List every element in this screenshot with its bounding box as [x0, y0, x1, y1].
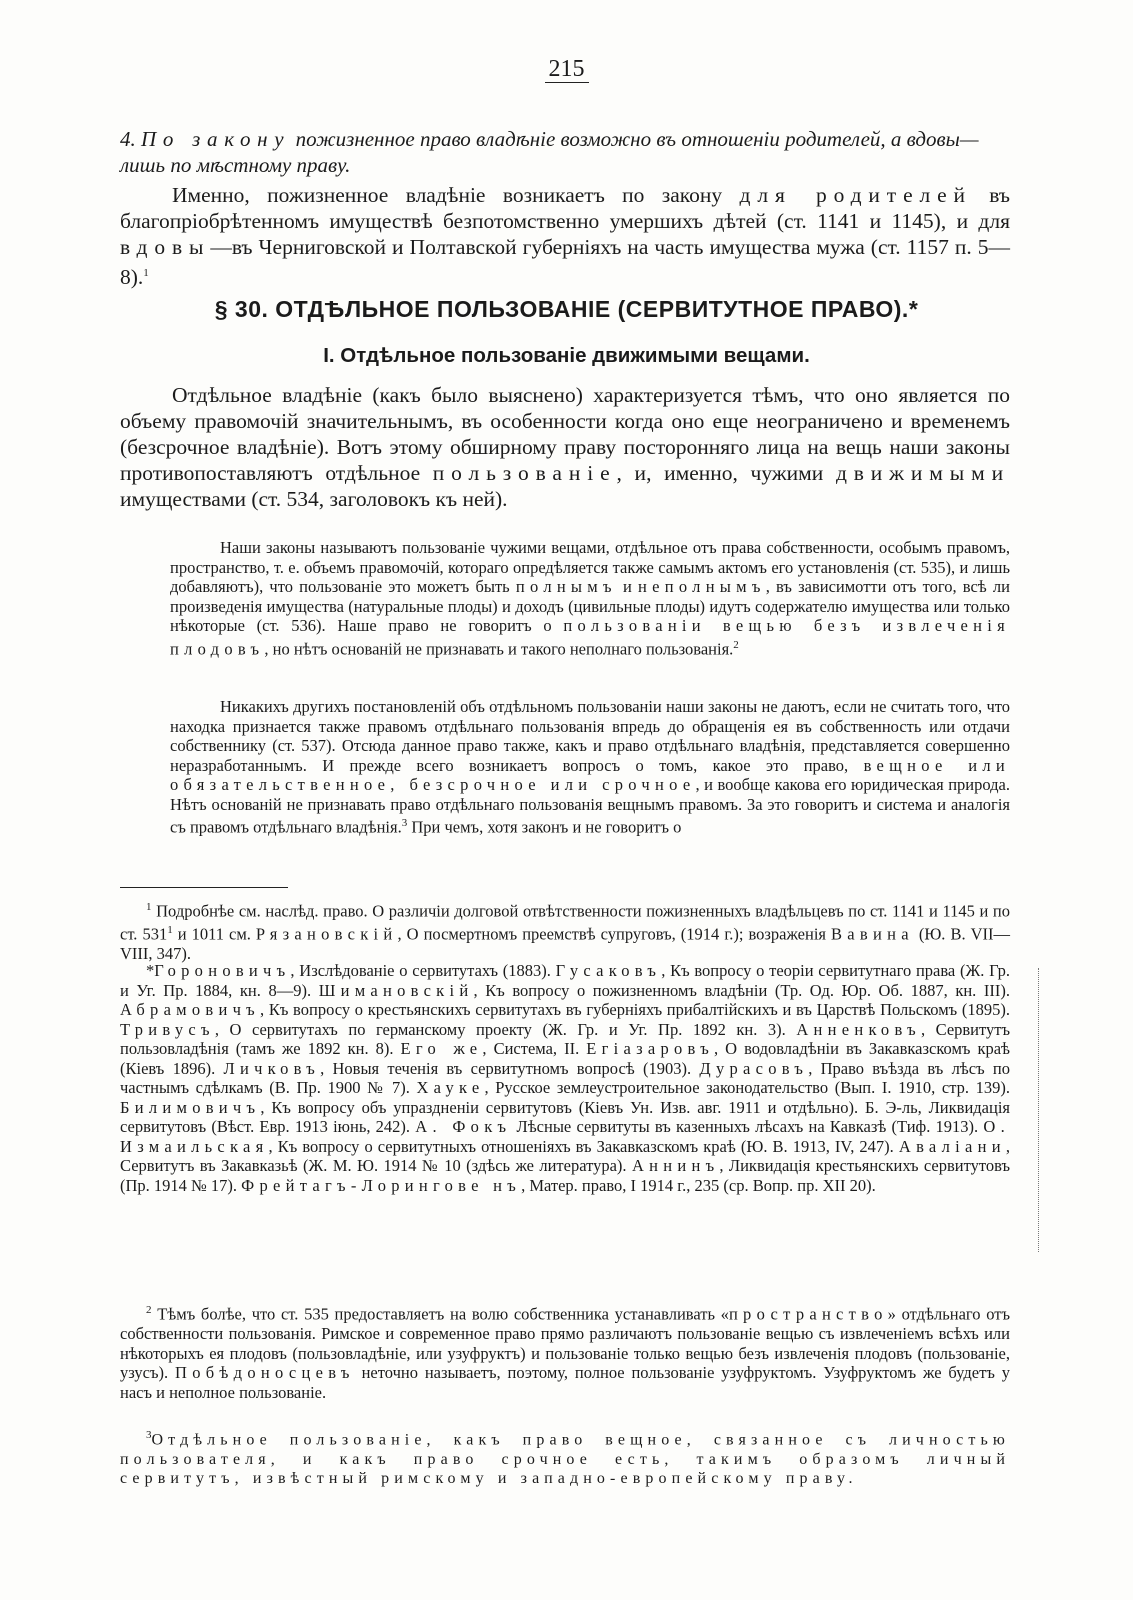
page-number: 215	[0, 56, 1133, 83]
paragraph-1: Именно, пожизненное владѣніе возникаетъ по закону для родителей въ благопріобрѣтенномъ имуществѣ безпотомственно умершихъ дѣтей (ст. 1141 и 1145), и для вдовы—въ Черниговской и Полтавской губерніяхъ на часть имущества мужа (ст. 1157 п. 5—8).$^1$	[120, 183, 1010, 290]
section-title: § 30. ОТДѢЛЬНОЕ ПОЛЬЗОВАНІЕ (СЕРВИТУТНОЕ ПРАВО).*	[214, 296, 919, 322]
lead-statement: 4. По закону пожизненное право владѣніе возможно въ отношеніи родителей, а вдовы—лишь по мѣстному праву.	[120, 127, 979, 177]
footnote-ref: 1	[143, 267, 149, 279]
subsection-title: I. Отдѣльное пользованіе движимыми вещами.	[323, 344, 810, 367]
footnote-1: $^1$ Подробнѣе см. наслѣд. право. О различіи долговой отвѣтственности пожизненныхъ владѣльцевъ по ст. 1141 и 1145 и по ст. $531^1$ и 1011 см. Рязановскій, О посмертномъ преемствѣ супруговъ, (1914 г.); возраженія Вавина (Ю. В. VII—VIII, 347).	[120, 901, 1010, 963]
paragraph-2: Отдѣльное владѣніе (какъ было выяснено) характеризуется тѣмъ, что оно является по объему правомочій значительнымъ, въ особенности когда оно еще неограничено и временемъ (безсрочное владѣніе). Вотъ этому обширному праву посторонняго лица на вещь наши законы противопоставляютъ отдѣльное пользованіе, и, именно, чужими движимыми имуществами (ст. 534, заголовокъ къ ней).	[120, 383, 1010, 511]
margin-pencil-mark	[1038, 968, 1041, 1252]
footnote-divider	[120, 887, 288, 888]
paragraph-3: Наши законы называютъ пользованіе чужими вещами, отдѣльное отъ права собственности, особымъ правомъ, пространство, т. е. объемъ правомочій, котораго опредѣляется также самымъ актомъ его установленія (ст. 535), и лишь добавляютъ), что пользованіе это можетъ быть полнымъ и неполнымъ, въ зависимотти отъ того, всѣ ли произведенія имущества (натуральные плоды) и доходъ (цивильные плоды) идутъ содержателю имущества или только нѣкоторые (ст. 536). Наше право не говоритъ о пользованіи вещью безъ извлеченія плодовъ, но нѣтъ основаній не признавать и такого неполнаго пользованія.$^2$	[170, 538, 1010, 658]
paragraph-4: Никакихъ другихъ постановленій объ отдѣльномъ пользованіи наши законы не даютъ, если не считать того, что находка признается также правомъ отдѣльнаго пользованія впредь до обращенія ея въ собственность или отдачи собственнику (ст. 537). Отсюда данное право также, какъ и право отдѣльнаго владѣнія, представляется совершенно неразработаннымъ. И прежде всего возникаетъ вопросъ о томъ, какое это право, вещное или обязательственное, безсрочное или срочное, и вообще какова его юридическая природа. Нѣтъ основаній не признавать право отдѣльнаго пользованія вещнымъ правомъ. За это говоритъ и система и аналогія съ правомъ отдѣльнаго владѣнія.$^3$ При чемъ, хотя законъ и не говоритъ о	[170, 697, 1010, 837]
footnote-ref: 2	[733, 638, 739, 651]
footnote-3: $^3$Отдѣльное пользованіе, какъ право вещное, связанное съ личностью пользователя, и какъ право срочное есть, такимъ образомъ личный сервитутъ, извѣстный римскому и западно-европейскому праву.	[120, 1429, 1010, 1488]
footnote-bibliography: *Гороновичъ, Изслѣдованіе о сервитутахъ (1883). Гусаковъ, Къ вопросу о теоріи сервитутнаго права (Ж. Гр. и Уг. Пр. 1884, кн. 8—9). Шимановскій, Къ вопросу о пожизненномъ владѣніи (Тр. Од. Юр. Об. 1887, кн. III). Абрамовичъ, Къ вопросу о крестьянскихъ сервитутахъ въ губерніяхъ прибалтійскихъ и въ Царствѣ Польскомъ (1895). Тривусъ, О сервитутахъ по германскому проекту (Ж. Гр. и Уг. Пр. 1892 кн. 3). Анненковъ, Сервитутъ пользовладѣнія (тамъ же 1892 кн. 8). Его же, Система, II. Егіазаровъ, О водовладѣніи въ Закавказскомъ краѣ (Кіевъ 1896). Личковъ, Новыя теченія въ сервитутномъ вопросѣ (1903). Дурасовъ, Право въѣзда въ лѣсъ по частнымъ сдѣлкамъ (В. Пр. 1900 № 7). Хауке, Русское землеустроительное законодательство (Вып. I. 1910, стр. 139). Билимовичъ, Къ вопросу объ упраздненіи сервитутовъ (Кіевъ Ун. Изв. авг. 1911 и отдѣльно). Б. Э-ль, Ликвидація сервитутовъ (Вѣст. Евр. 1913 іюнь, 242). А. Фокъ Лѣсные сервитуты въ казенныхъ лѣсахъ на Кавказѣ (Тиф. 1913). О. Измаильская, Къ вопросу о сервитутныхъ отношеніяхъ въ Закавказскомъ краѣ (Ю. В. 1913, IV, 247). Аваліани, Сервитутъ въ Закавказьѣ (Ж. М. Ю. 1914 № 10 (здѣсь же литература). Аннинъ, Ликвидація крестьянскихъ сервитутовъ (Пр. 1914 № 17). Фрейтагъ-Лорингове нъ, Матер. право, I 1914 г., 235 (ср. Вопр. пр. XII 20).	[120, 961, 1010, 1195]
footnote-ref: 3	[401, 817, 408, 829]
footnote-2: $^2$ Тѣмъ болѣе, что ст. 535 предоставляетъ на волю собственника устанавливать «пространство» отдѣльнаго отъ собственности пользованія. Римское и современное право прямо различаютъ пользованіе вещью съ извлеченіемъ всѣхъ или нѣкоторыхъ ея плодовъ (пользовладѣніе, или узуфруктъ) и пользованіе только вещью безъ извлеченія плодовъ (пользованіе, узусъ). Побѣдоносцевъ неточно называетъ, поэтому, полное пользованіе узуфруктомъ. Узуфруктомъ же будетъ у насъ и неполное пользованіе.	[120, 1304, 1010, 1402]
